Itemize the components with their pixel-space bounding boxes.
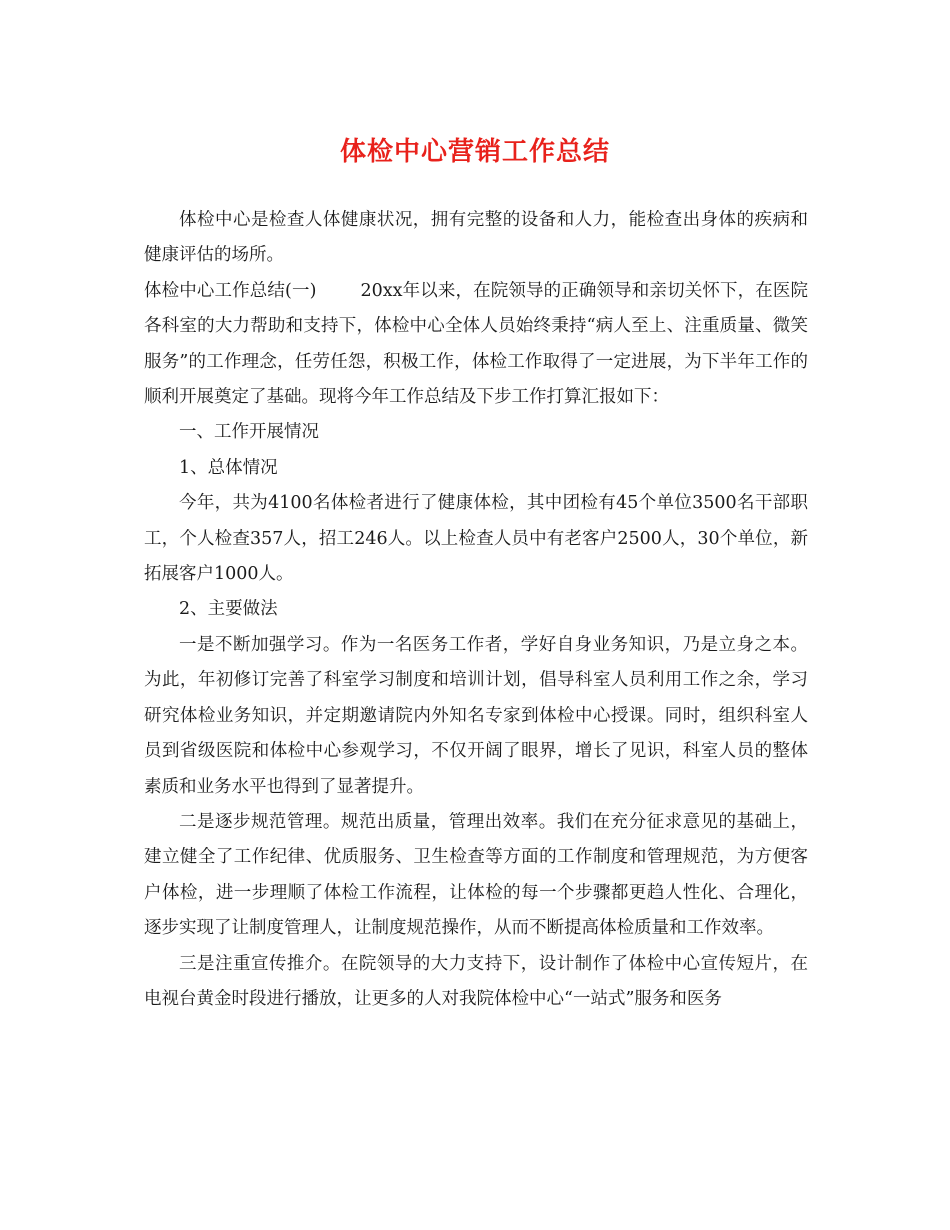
overall-paragraph: 今年，共为4100名体检者进行了健康体检，其中团检有45个单位3500名干部职工，个人检查357人，招工246人。以上检查人员中有老客户2500人，30个单位，新拓展客户1000人。 — [144, 493, 808, 585]
method-publicity-paragraph: 三是注重宣传推介。在院领导的大力支持下，设计制作了体检中心宣传短片，在电视台黄金时段进行播放，让更多的人对我院体检中心“一站式”服务和医务 — [144, 953, 808, 1009]
subheading-overall: 1、总体情况 — [179, 457, 278, 478]
intro-paragraph: 体检中心是检查人体健康状况，拥有完整的设备和人力，能检查出身体的疾病和健康评估的场所。 — [144, 210, 808, 266]
section-heading-work: 一、工作开展情况 — [179, 422, 319, 443]
method-management-paragraph: 二是逐步规范管理。规范出质量，管理出效率。我们在充分征求意见的基础上，建立健全了工作纪律、优质服务、卫生检查等方面的工作制度和管理规范，为方便客户体检，进一步理顺了体检工作流程，让体检的每一个步骤都更趋人性化、合理化，逐步实现了让制度管理人，让制度规范操作，从而不断提高体检质量和工作效率。 — [144, 811, 808, 939]
summary-one-text: 20xx年以来，在院领导的正确领导和亲切关怀下，在医院各科室的大力帮助和支持下，体检中心全体人员始终秉持“病人至上、注重质量、微笑服务”的工作理念，任劳任怨，积极工作，体检工作取得了一定进展，为下半年工作的顺利开展奠定了基础。现将今年工作总结及下步工作打算汇报如下： — [144, 280, 808, 408]
summary-one-label: 体检中心工作总结(一) — [144, 280, 317, 301]
summary-one-paragraph — [144, 274, 808, 416]
document-body — [144, 203, 808, 1017]
document-title: 体检中心营销工作总结 — [339, 137, 610, 167]
method-learning-paragraph: 一是不断加强学习。作为一名医务工作者，学好自身业务知识，乃是立身之本。为此，年初修订完善了科室学习制度和培训计划，倡导科室人员利用工作之余，学习研究体检业务知识，并定期邀请院内外知名专家到体检中心授课。同时，组织科室人员到省级医院和体检中心参观学习，不仅开阔了眼界，增长了见识，科室人员的整体素质和业务水平也得到了显著提升。 — [144, 634, 808, 797]
subheading-methods: 2、主要做法 — [179, 599, 278, 620]
